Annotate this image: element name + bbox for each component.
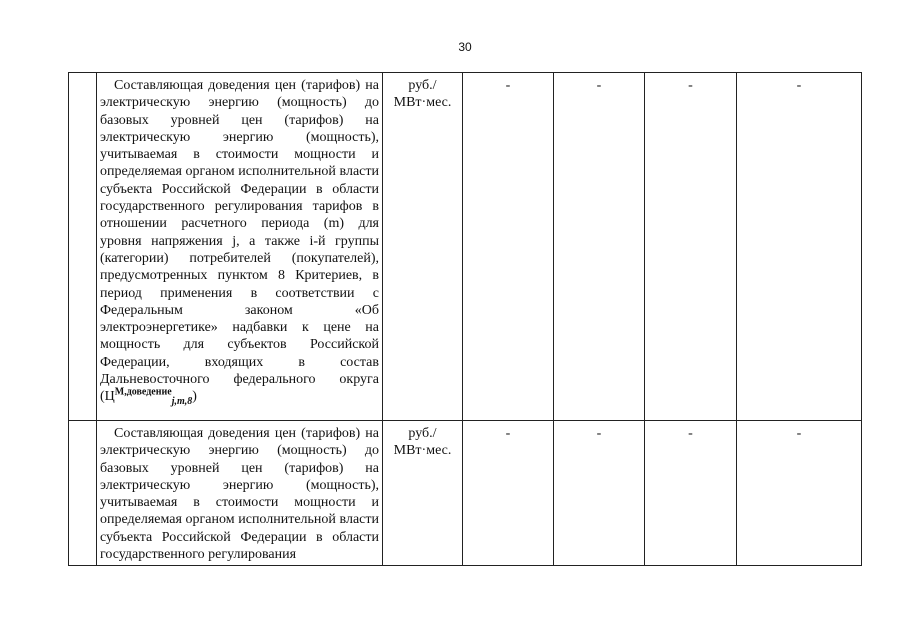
description-text: Составляющая доведения цен (тарифов) на электрическую энергию (мощность) до базовых уровней цен (тарифов) на электрическую энергию (мощность), учитываемая в стоимости мощности и определяемая органом исполнительной власти субъекта Российской Федерации в области государственного регулирования тарифов в отношении расчетного периода (m) для уровня напряжения j, а также i-й группы (категории) потребителей (покупателей), предусмотренных пунктом 8 Критериев, в период применения в соответствии с Федеральным законом «Об электроэнергетике» надбавки к цене на мощность для субъектов Российской Федерации, входящих в состав Дальневосточного федерального округа [100,78,379,388]
value-cell: - [554,421,645,566]
tariff-symbol: $(Ц^{М,доведение}_{j,m,8})$ [100,386,197,408]
value-cell: - [554,73,645,421]
value-cell: - [645,421,737,566]
tariff-table [68,72,862,566]
description-text: Составляющая доведения цен (тарифов) на электрическую энергию (мощность) до базовых уровней цен (тарифов) на электрическую энергию (мощность), учитываемая в стоимости мощности и определяемая органом исполнительной власти субъекта Российской Федерации в области государственного регулирования [100,426,379,563]
unit-line: руб./ [408,78,437,93]
unit-cell [383,73,463,421]
value-cell: - [463,73,554,421]
unit-line: МВт·мес. [393,95,452,111]
row-number-cell [69,421,97,566]
description-cell [97,73,383,421]
value-cell: - [645,73,737,421]
table-row [69,421,862,566]
row-number-cell [69,73,97,421]
description-cell [97,421,383,566]
value-cell: - [463,421,554,566]
unit-cell [383,421,463,566]
unit-line: МВт·мес. [393,443,452,459]
value-cell: - [737,421,862,566]
table-row [69,73,862,421]
unit-line: руб./ [408,426,437,441]
value-cell: - [737,73,862,421]
page-number: 30 [458,40,472,54]
